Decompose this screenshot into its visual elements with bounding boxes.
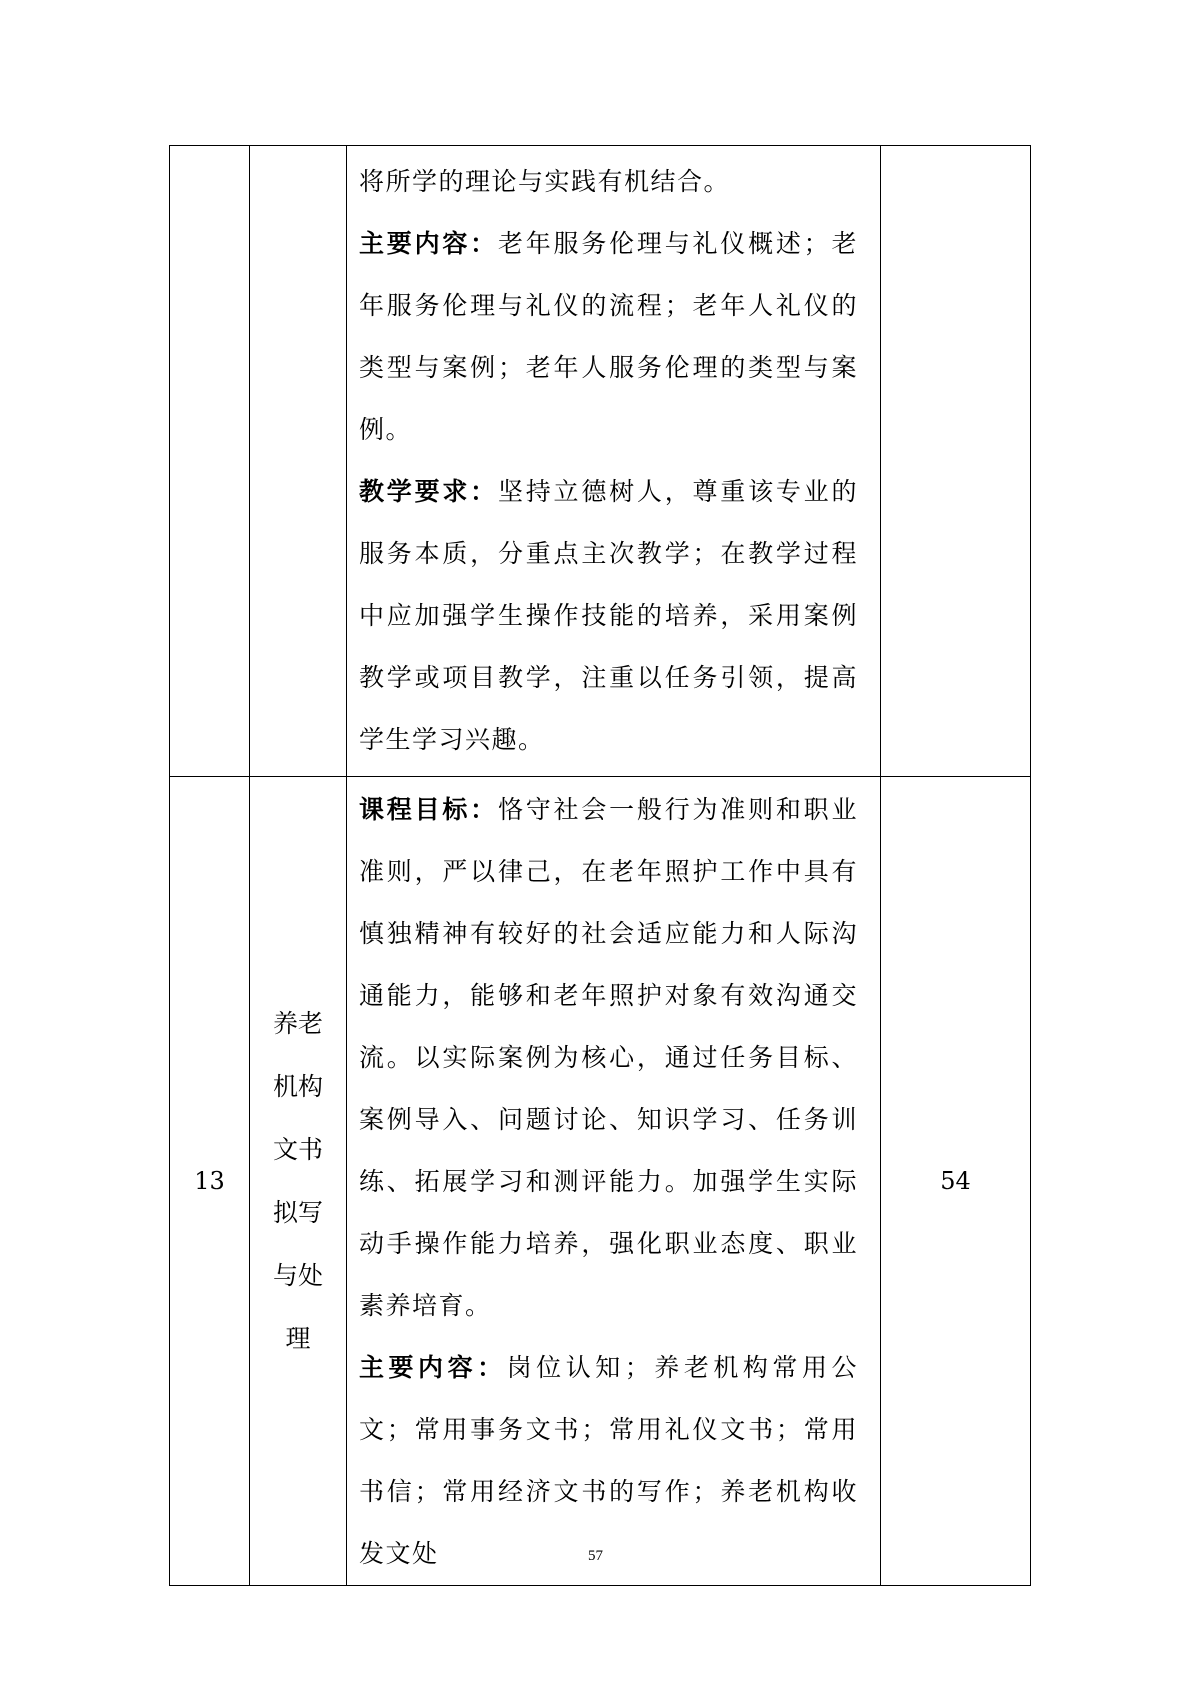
course-hours-cell: 54 [881,777,1031,1586]
continuation-text: 将所学的理论与实践有机结合。 [359,167,731,196]
requirement-paragraph [359,461,858,771]
course-table [169,145,1031,1586]
content-text: 老年服务伦理与礼仪概述；老年服务伦理与礼仪的流程；老年人礼仪的类型与案例；老年人服务伦理的类型与案例。 [359,229,858,444]
table-row [170,146,1031,777]
course-name-cell [250,777,347,1586]
content-paragraph [359,213,858,461]
content-label: 主要内容： [359,229,498,258]
course-hours-cell [881,146,1031,777]
requirement-text: 坚持立德树人，尊重该专业的服务本质，分重点主次教学；在教学过程中应加强学生操作技能的培养，采用案例教学或项目教学，注重以任务引领，提高学生学习兴趣。 [359,477,858,754]
requirement-label: 教学要求： [359,477,498,506]
goal-text: 恪守社会一般行为准则和职业准则，严以律己，在老年照护工作中具有慎独精神有较好的社会适应能力和人际沟通能力，能够和老年照护对象有效沟通交流。以实际案例为核心，通过任务目标、案例导入、问题讨论、知识学习、任务训练、拓展学习和测评能力。加强学生实际动手操作能力培养，强化职业态度、职业素养培育。 [359,795,858,1320]
course-number-cell [170,146,250,777]
course-number-cell: 13 [170,777,250,1586]
content-text: 岗位认知；养老机构常用公文；常用事务文书；常用礼仪文书；常用书信；常用经济文书的写作；养老机构收发文处 [359,1353,858,1568]
course-description-cell [347,777,881,1586]
course-name-cell [250,146,347,777]
course-name: 养老机构文书拟写与处理 [272,1009,323,1353]
content-label: 主要内容： [359,1353,507,1382]
page-number: 57 [588,1548,603,1564]
continuation-paragraph [359,151,858,213]
goal-paragraph [359,779,858,1337]
course-description-cell [347,146,881,777]
table-row [170,777,1031,1586]
goal-label: 课程目标： [359,795,498,824]
